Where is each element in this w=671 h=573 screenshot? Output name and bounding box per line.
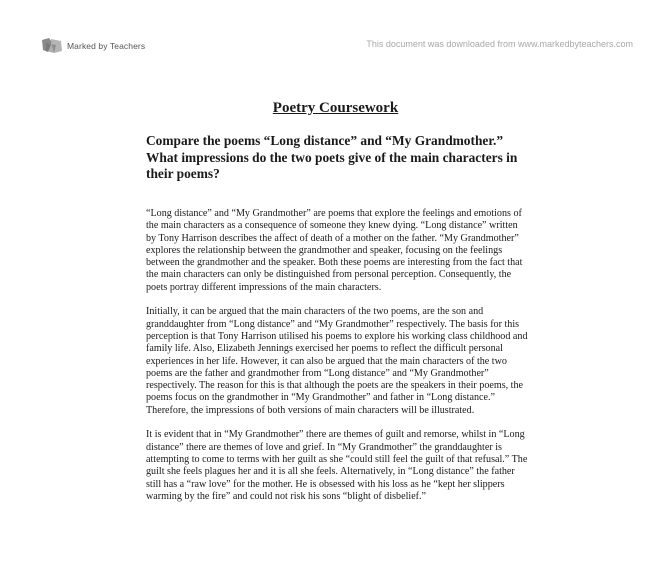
brand-name: Marked by Teachers — [67, 41, 146, 51]
paragraph-3: It is evident that in “My Grandmother” there are themes of guilt and remorse, whilst in “Long distance” there are themes of love and grief. In “My Grandmother” the granddaughter is attempting to come to terms with her guilt as she “could still feel the guilt of that refusal.” The guilt she feels plagues her and it is all she feels. Alternatively, in “Long distance” the father still has a “raw love” for the mother. He is obsessed with his loss as he “kept her slippers warming by the fire” and could not risk his sons “blight of disbelief.” — [146, 429, 528, 502]
brand — [40, 37, 145, 55]
page-header — [0, 30, 671, 58]
paragraph-2: Initially, it can be argued that the main characters of the two poems, are the son and granddaughter from “Long distance” and “My Grandmother” respectively. The basis for this perception is that Tony Harrison utilised his poems to explore his working class childhood and family life. Also, Elizabeth Jennings exercised her poems to reflect the difficult personal experiences in her life. However, it can also be argued that the main characters of the two poems are the father and grandmother from “Long distance” and “My Grandmother” respectively. The reason for this is that although the poets are the speakers in their poems, the poems focus on the grandmother in “My Grandmother” and father in “Long distance.” Therefore, the impressions of both versions of main characters will be illustrated. — [146, 306, 528, 416]
document-title: Poetry Coursework — [272, 100, 399, 116]
essay-question: Compare the poems “Long distance” and “My Grandmother.” What impressions do the two poets give of the main characters in their poems? — [146, 133, 518, 181]
paragraph-1: “Long distance” and “My Grandmother” are poems that explore the feelings and emotions of the main characters as a consequence of someone they knew dying. “Long distance” written by Tony Harrison describes the affect of death of a mother on the father. “My Grandmother” explores the relationship between the grandmother and speaker, focusing on the feelings between the grandmother and the speaker. Both these poems are interesting from the fact that the main characters can only be distinguished from personal perception. Consequently, the poets portray different impressions of the main characters. — [146, 208, 523, 293]
essay-body — [146, 208, 528, 515]
marked-by-teachers-logo-icon — [40, 37, 64, 55]
download-note: This document was downloaded from www.markedbyteachers.com — [366, 39, 633, 49]
